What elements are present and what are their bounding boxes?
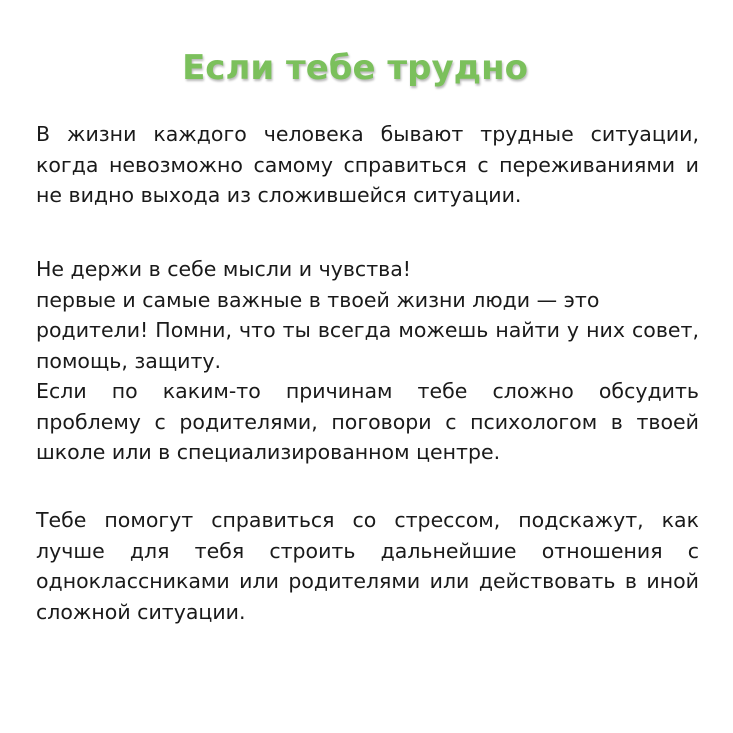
paragraph-help bbox=[36, 505, 699, 627]
paragraph-intro bbox=[36, 119, 699, 211]
paragraph-line: родители! Помни, что ты всегда можешь найти у них совет, bbox=[36, 318, 699, 342]
paragraph-line: когда невозможно самому справиться с переживаниями и bbox=[36, 152, 699, 177]
paragraph-line: проблему с родителями, поговори с психологом в твоей bbox=[36, 409, 699, 434]
page-title: Если тебе трудно bbox=[182, 48, 528, 88]
paragraph-line: помощь, защиту. bbox=[36, 348, 222, 373]
paragraph-line: Не держи в себе мысли и чувства! bbox=[36, 257, 412, 281]
paragraph-line: школе или в специализированном центре. bbox=[36, 440, 501, 464]
paragraph-line: В жизни каждого человека бывают трудные ситуации, bbox=[36, 122, 699, 146]
paragraph-line: не видно выхода из сложившейся ситуации. bbox=[36, 183, 522, 207]
paragraph-line: первые и самые важные в твоей жизни люди — это bbox=[36, 287, 600, 312]
paragraph-line: сложной ситуации. bbox=[36, 599, 246, 624]
paragraph-line: лучше для тебя строить дальнейшие отношения с bbox=[36, 538, 699, 563]
paragraph-line: Тебе помогут справиться со стрессом, подскажут, как bbox=[36, 508, 699, 532]
paragraph-line: Если по каким-то причинам тебе сложно обсудить bbox=[36, 379, 699, 403]
paragraph-line: одноклассниками или родителями или действовать в иной bbox=[36, 569, 699, 593]
paragraph-advice bbox=[36, 254, 699, 468]
